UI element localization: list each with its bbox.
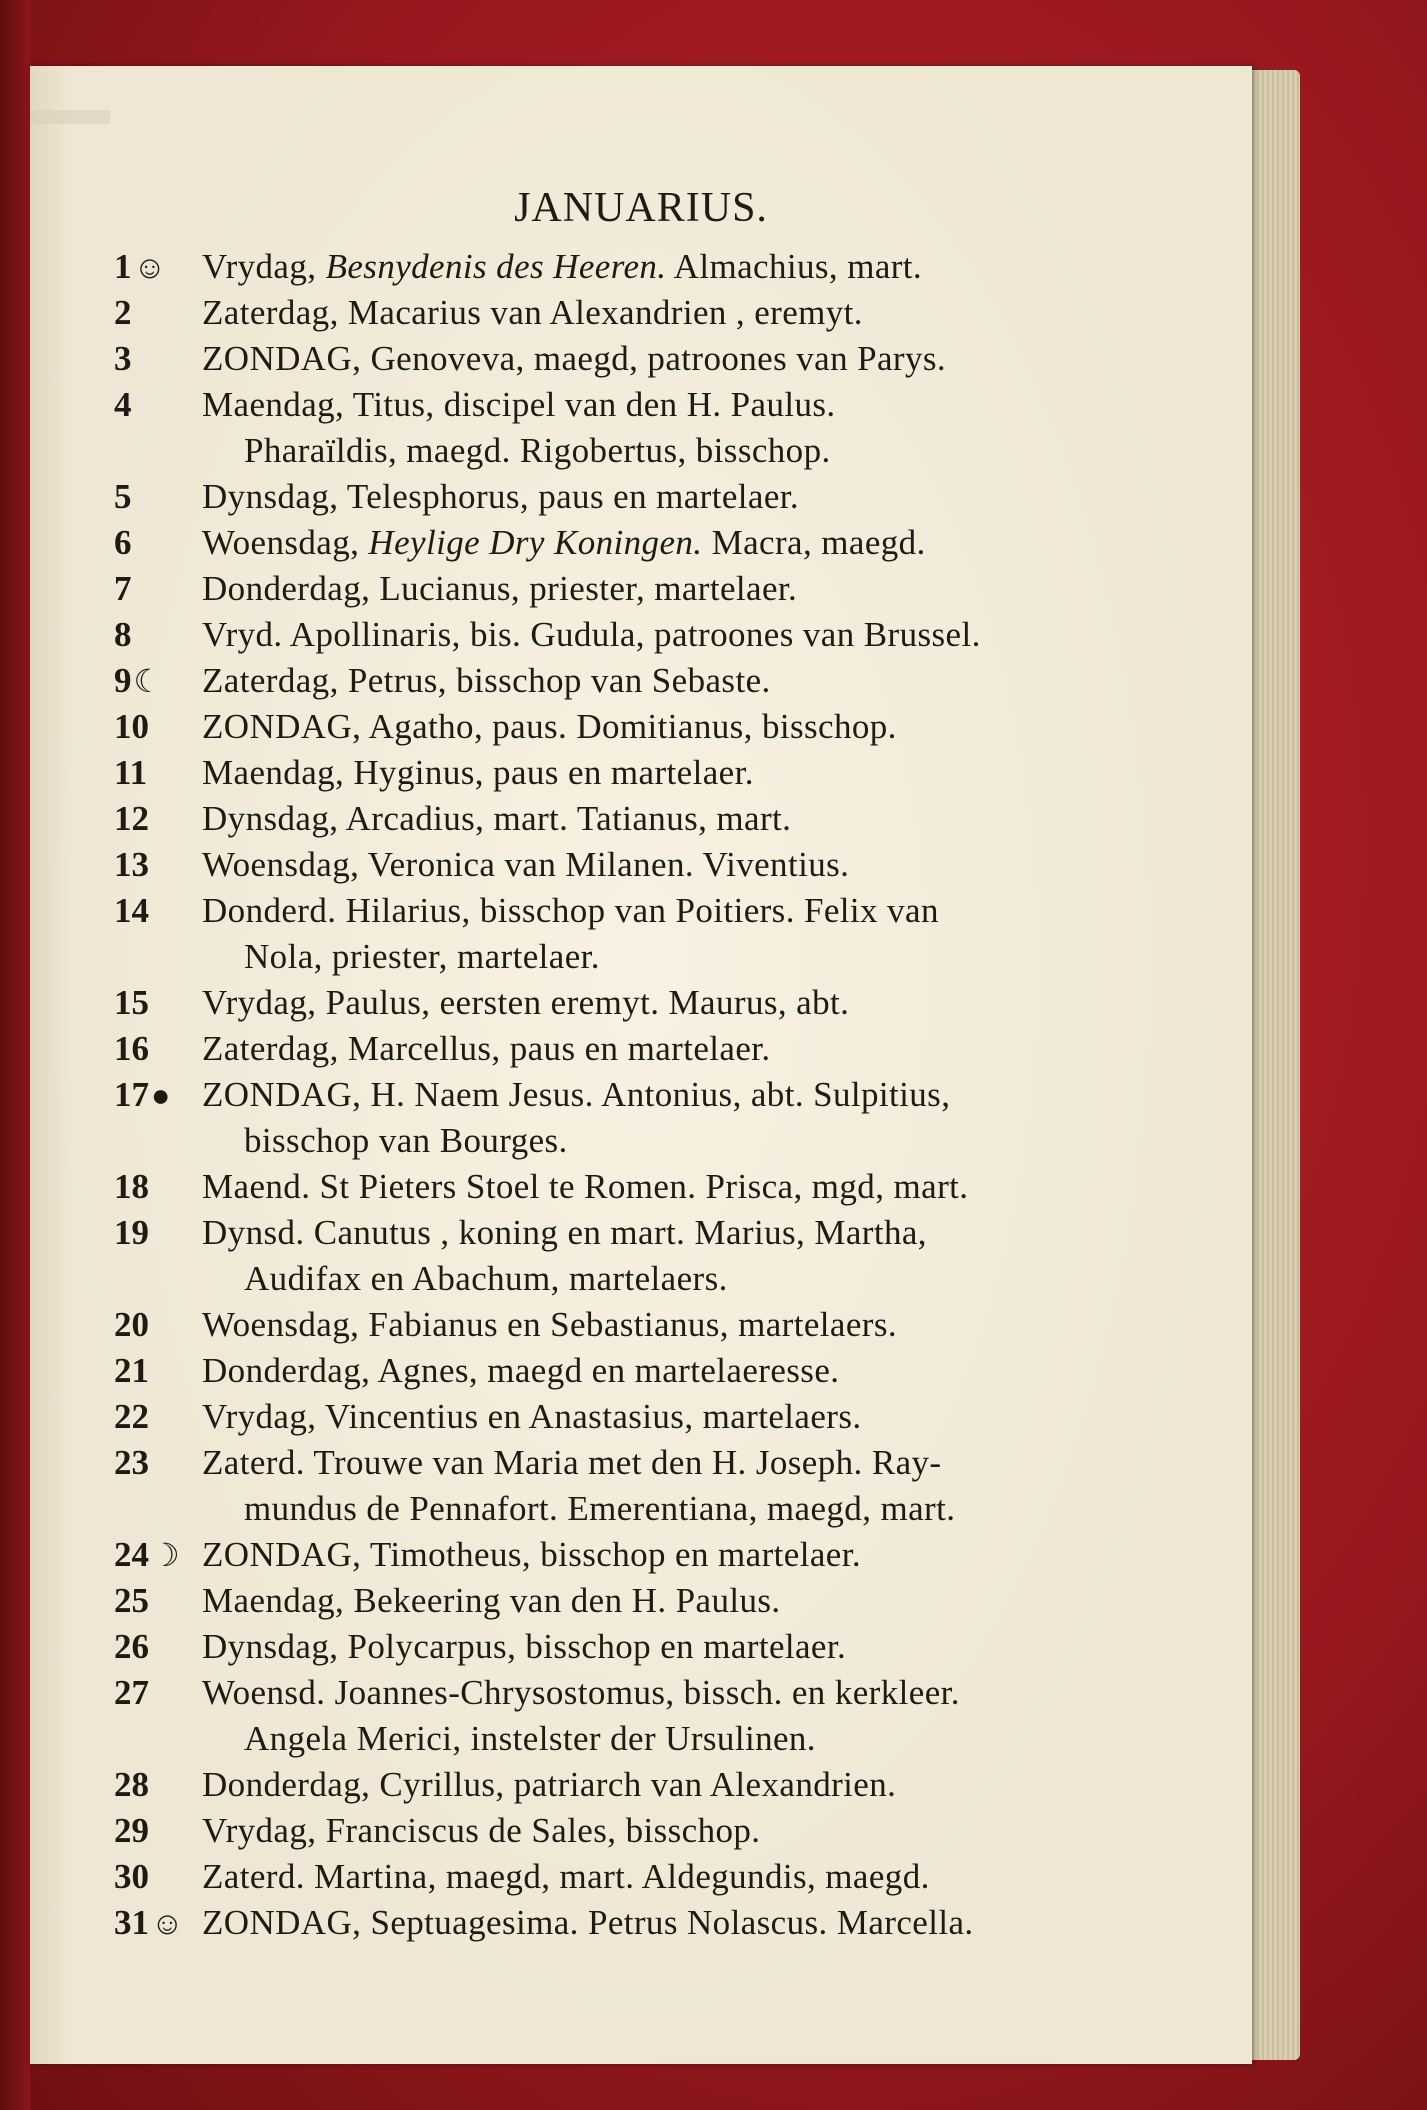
entry-text: ZONDAG, Timotheus, bisschop en martelaer. bbox=[202, 1535, 861, 1574]
day-number: 8 bbox=[114, 615, 132, 654]
entry-text: Dynsdag, Polycarpus, bisschop en martelaer. bbox=[202, 1627, 847, 1666]
calendar-entry bbox=[114, 1900, 1164, 1946]
day-number: 2 bbox=[114, 293, 132, 332]
day-number: 16 bbox=[114, 1029, 149, 1068]
calendar-entry bbox=[114, 1302, 1164, 1348]
calendar-entry bbox=[114, 796, 1164, 842]
entry-continuation: Pharaïldis, maegd. Rigobertus, bisschop. bbox=[244, 431, 831, 470]
feast-name: Besnydenis des Heeren. bbox=[325, 247, 667, 286]
entry-text: Donderd. Hilarius, bisschop van Poitiers. Felix van Nola, priester, martelaer. bbox=[202, 888, 1164, 980]
day-number: 11 bbox=[114, 753, 148, 792]
day-number: 12 bbox=[114, 799, 149, 838]
calendar-page bbox=[30, 66, 1252, 2064]
entry-text: Vrydag, Franciscus de Sales, bisschop. bbox=[202, 1811, 761, 1850]
entry-text: Donderdag, Cyrillus, patriarch van Alexandrien. bbox=[202, 1765, 897, 1804]
entry-continuation: Angela Merici, instelster der Ursulinen. bbox=[244, 1719, 816, 1758]
moon-phase-icon: ☽ bbox=[151, 1537, 180, 1573]
entry-continuation: bisschop van Bourges. bbox=[244, 1121, 568, 1160]
entry-text: ZONDAG, Agatho, paus. Domitianus, bisschop. bbox=[202, 707, 897, 746]
calendar-entry bbox=[114, 1210, 1164, 1302]
calendar-entry bbox=[114, 1624, 1164, 1670]
calendar-entry bbox=[114, 1440, 1164, 1532]
day-number: 31☺ bbox=[114, 1903, 184, 1942]
entry-text: Dynsdag, Arcadius, mart. Tatianus, mart. bbox=[202, 799, 792, 838]
calendar-entry bbox=[114, 1348, 1164, 1394]
day-number: 27 bbox=[114, 1673, 149, 1712]
calendar-entry bbox=[114, 290, 1164, 336]
calendar-entry bbox=[114, 1578, 1164, 1624]
entry-text: Zaterd. Martina, maegd, mart. Aldegundis, maegd. bbox=[202, 1857, 930, 1896]
book-spine bbox=[0, 0, 30, 2110]
entry-text: Maend. St Pieters Stoel te Romen. Prisca, mgd, mart. bbox=[202, 1167, 969, 1206]
day-number: 29 bbox=[114, 1811, 149, 1850]
entry-text: Donderdag, Agnes, maegd en martelaeresse. bbox=[202, 1351, 840, 1390]
paper-tab bbox=[30, 110, 110, 124]
calendar-entry bbox=[114, 566, 1164, 612]
calendar-entry bbox=[114, 336, 1164, 382]
entry-text: Maendag, Bekeering van den H. Paulus. bbox=[202, 1581, 781, 1620]
entry-text: Woensdag, Fabianus en Sebastianus, martelaers. bbox=[202, 1305, 897, 1344]
month-heading: JANUARIUS. bbox=[514, 185, 768, 231]
calendar-entry bbox=[114, 1532, 1164, 1578]
day-number: 5 bbox=[114, 477, 132, 516]
day-number: 15 bbox=[114, 983, 149, 1022]
calendar-entry bbox=[114, 888, 1164, 980]
day-number: 4 bbox=[114, 385, 132, 424]
day-number: 10 bbox=[114, 707, 149, 746]
calendar-entry bbox=[114, 612, 1164, 658]
calendar-entry bbox=[114, 1394, 1164, 1440]
day-number: 21 bbox=[114, 1351, 149, 1390]
day-number: 30 bbox=[114, 1857, 149, 1896]
day-number: 24☽ bbox=[114, 1535, 180, 1574]
entry-text: Vrydag, Vincentius en Anastasius, martelaers. bbox=[202, 1397, 862, 1436]
calendar-entry bbox=[114, 842, 1164, 888]
calendar-entry bbox=[114, 1026, 1164, 1072]
moon-phase-icon: ☺ bbox=[133, 249, 167, 285]
day-number: 17● bbox=[114, 1075, 171, 1114]
entry-text: Vryd. Apollinaris, bis. Gudula, patroones van Brussel. bbox=[202, 615, 981, 654]
entry-text: ZONDAG, H. Naem Jesus. Antonius, abt. Sulpitius, bisschop van Bourges. bbox=[202, 1072, 1164, 1164]
entry-continuation: mundus de Pennafort. Emerentiana, maegd, mart. bbox=[244, 1489, 956, 1528]
calendar-entry bbox=[114, 658, 1164, 704]
entry-text: Zaterdag, Petrus, bisschop van Sebaste. bbox=[202, 661, 771, 700]
calendar-entry bbox=[114, 704, 1164, 750]
calendar-entry bbox=[114, 1670, 1164, 1762]
calendar-entry bbox=[114, 244, 1164, 290]
calendar-entry bbox=[114, 1762, 1164, 1808]
calendar-entries bbox=[114, 244, 1164, 1946]
feast-name: Heylige Dry Koningen. bbox=[368, 523, 703, 562]
entry-text: Vrydag, Besnydenis des Heeren. Almachius, mart. bbox=[202, 247, 923, 286]
day-number: 23 bbox=[114, 1443, 149, 1482]
calendar-entry bbox=[114, 1808, 1164, 1854]
calendar-entry bbox=[114, 474, 1164, 520]
day-number: 25 bbox=[114, 1581, 149, 1620]
entry-text: Woensdag, Heylige Dry Koningen. Macra, maegd. bbox=[202, 523, 926, 562]
day-number: 13 bbox=[114, 845, 149, 884]
day-number: 28 bbox=[114, 1765, 149, 1804]
day-number: 22 bbox=[114, 1397, 149, 1436]
entry-text: Maendag, Titus, discipel van den H. Paulus. Pharaïldis, maegd. Rigobertus, bisschop. bbox=[202, 382, 1164, 474]
day-number: 26 bbox=[114, 1627, 149, 1666]
calendar-entry bbox=[114, 1854, 1164, 1900]
day-number: 14 bbox=[114, 891, 149, 930]
entry-text: Zaterdag, Marcellus, paus en martelaer. bbox=[202, 1029, 771, 1068]
entry-text: Dynsdag, Telesphorus, paus en martelaer. bbox=[202, 477, 800, 516]
calendar-entry bbox=[114, 750, 1164, 796]
entry-text: Dynsd. Canutus , koning en mart. Marius, Martha, Audifax en Abachum, martelaers. bbox=[202, 1210, 1164, 1302]
day-number: 3 bbox=[114, 339, 132, 378]
entry-text: Donderdag, Lucianus, priester, martelaer. bbox=[202, 569, 798, 608]
entry-text: Zaterd. Trouwe van Maria met den H. Joseph. Ray- mundus de Pennafort. Emerentiana, maegd, mart. bbox=[202, 1440, 1164, 1532]
moon-phase-icon: ☾ bbox=[133, 663, 163, 699]
day-number: 19 bbox=[114, 1213, 149, 1252]
calendar-entry bbox=[114, 520, 1164, 566]
day-number: 6 bbox=[114, 523, 132, 562]
day-number: 9☾ bbox=[114, 661, 163, 700]
entry-text: Woensd. Joannes-Chrysostomus, bissch. en kerkleer. Angela Merici, instelster der Ursulinen. bbox=[202, 1670, 1164, 1762]
entry-continuation: Nola, priester, martelaer. bbox=[244, 937, 600, 976]
entry-continuation: Audifax en Abachum, martelaers. bbox=[244, 1259, 728, 1298]
moon-phase-icon: ☺ bbox=[151, 1905, 184, 1941]
calendar-entry bbox=[114, 1164, 1164, 1210]
day-number: 18 bbox=[114, 1167, 149, 1206]
day-number: 20 bbox=[114, 1305, 149, 1344]
day-number: 7 bbox=[114, 569, 132, 608]
entry-text: Maendag, Hyginus, paus en martelaer. bbox=[202, 753, 754, 792]
entry-text: ZONDAG, Genoveva, maegd, patroones van Parys. bbox=[202, 339, 947, 378]
calendar-entry bbox=[114, 1072, 1164, 1164]
moon-phase-icon: ● bbox=[151, 1077, 171, 1113]
entry-text: Zaterdag, Macarius van Alexandrien , eremyt. bbox=[202, 293, 863, 332]
day-number: 1☺ bbox=[114, 247, 167, 286]
entry-text: Vrydag, Paulus, eersten eremyt. Maurus, abt. bbox=[202, 983, 850, 1022]
calendar-entry bbox=[114, 382, 1164, 474]
entry-text: Woensdag, Veronica van Milanen. Viventius. bbox=[202, 845, 850, 884]
entry-text: ZONDAG, Septuagesima. Petrus Nolascus. Marcella. bbox=[202, 1903, 974, 1942]
calendar-entry bbox=[114, 980, 1164, 1026]
